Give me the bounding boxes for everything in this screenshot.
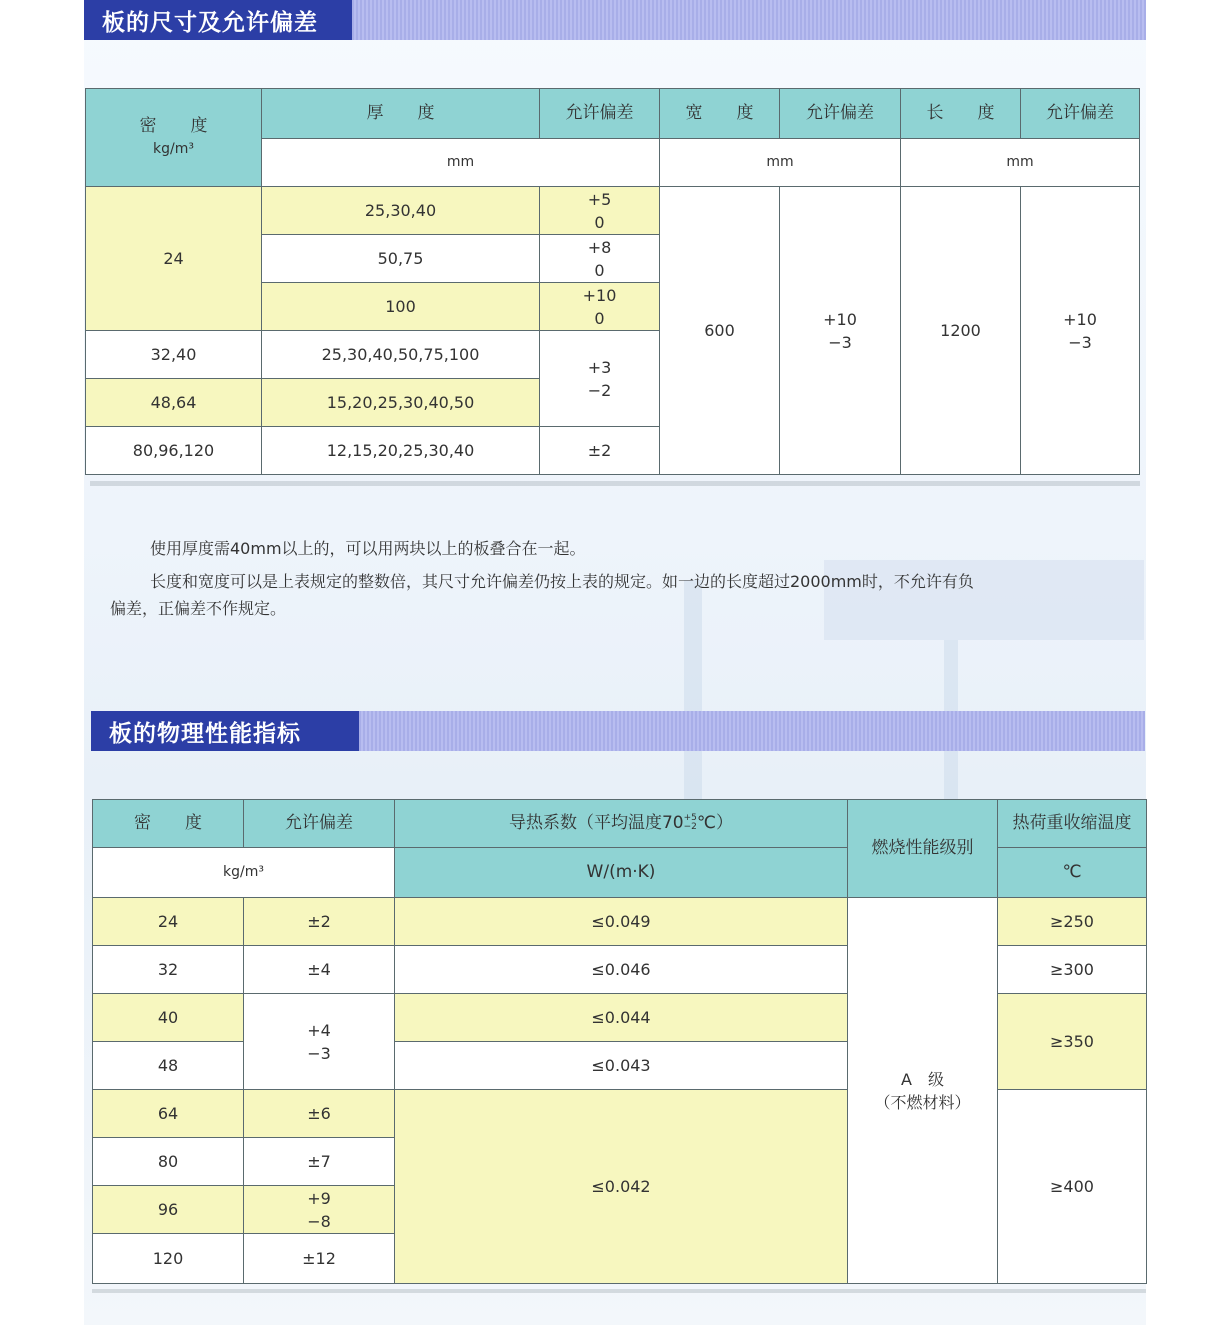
conductivity-label-end: ℃） [696, 813, 733, 833]
section-title-bar [91, 711, 1145, 751]
tolerance-cell [244, 994, 395, 1090]
density-cell: 24 [93, 898, 244, 946]
combustion-header: 燃烧性能级别 [848, 800, 998, 898]
combustion-grade: A 级 [901, 1069, 944, 1089]
shrink-header: 热荷重收缩温度 [998, 800, 1147, 848]
tolerance-minus: 0 [594, 308, 605, 328]
density-cell: 64 [93, 1090, 244, 1138]
length-tolerance [1021, 187, 1140, 475]
thickness-cell: 12,15,20,25,30,40 [262, 427, 540, 475]
tolerance-minus: 0 [594, 260, 605, 280]
section-title: 板的物理性能指标 [91, 711, 359, 751]
density-cell: 40 [93, 994, 244, 1042]
tolerance-minus: −3 [1068, 332, 1092, 352]
density-cell: 48 [93, 1042, 244, 1090]
width-unit: mm [660, 139, 901, 187]
tolerance-plus: +3 [587, 357, 612, 377]
tolerance-cell [244, 1186, 395, 1234]
thickness-cell: 100 [262, 283, 540, 331]
physical-properties-table [92, 799, 1147, 1284]
tolerance-plus: +10 [1063, 309, 1097, 329]
size-tolerance-table [85, 88, 1140, 475]
tolerance-cell: ±7 [244, 1138, 395, 1186]
length-tolerance-header: 允许偏差 [1021, 89, 1140, 139]
tolerance-minus: −3 [828, 332, 852, 352]
tolerance-cell [540, 331, 660, 427]
note-line: 偏差，正偏差不作规定。 [110, 599, 287, 618]
shrink-unit: ℃ [998, 848, 1147, 898]
thickness-header: 厚 度 [262, 89, 540, 139]
combustion-grade-cell [848, 898, 998, 1284]
conductivity-label: 导热系数（平均温度70 [508, 813, 684, 833]
length-unit: mm [901, 139, 1140, 187]
section-title: 板的尺寸及允许偏差 [84, 0, 352, 40]
density-cell: 48,64 [86, 379, 262, 427]
tolerance-cell: ±12 [244, 1234, 395, 1284]
tolerance-cell [540, 283, 660, 331]
tolerance-minus: 0 [594, 212, 605, 232]
density-cell: 80 [93, 1138, 244, 1186]
thickness-cell: 15,20,25,30,40,50 [262, 379, 540, 427]
tolerance-plus: +8 [587, 237, 612, 257]
tolerance-cell [540, 187, 660, 235]
density-cell: 32,40 [86, 331, 262, 379]
tolerance-minus: −3 [307, 1043, 331, 1063]
section-title-bar [84, 0, 1146, 40]
shrink-cell: ≥350 [998, 994, 1147, 1090]
temperature-tolerance [684, 814, 697, 832]
tolerance-cell: ±4 [244, 946, 395, 994]
tolerance-cell: ±2 [244, 898, 395, 946]
combustion-description: （不燃材料） [874, 1092, 971, 1112]
tolerance-cell [540, 235, 660, 283]
density-header: 密 度 [93, 800, 244, 848]
thickness-unit: mm [262, 139, 660, 187]
notes-block [110, 532, 1120, 625]
shrink-cell: ≥300 [998, 946, 1147, 994]
note-line: 长度和宽度可以是上表规定的整数倍，其尺寸允许偏差仍按上表的规定。如一边的长度超过2000mm时，不允许有负 [150, 572, 974, 591]
width-tolerance-header: 允许偏差 [780, 89, 901, 139]
tolerance-header: 允许偏差 [244, 800, 395, 848]
thickness-cell: 25,30,40,50,75,100 [262, 331, 540, 379]
width-header: 宽 度 [660, 89, 780, 139]
thickness-cell: 25,30,40 [262, 187, 540, 235]
conductivity-cell: ≤0.042 [395, 1090, 848, 1284]
length-header: 长 度 [901, 89, 1021, 139]
tolerance-minus: −2 [587, 380, 612, 400]
conductivity-cell: ≤0.046 [395, 946, 848, 994]
tolerance-plus: +5 [587, 189, 612, 209]
tolerance-plus: +4 [307, 1020, 331, 1040]
density-cell: 96 [93, 1186, 244, 1234]
density-cell: 80,96,120 [86, 427, 262, 475]
note-line: 使用厚度需40mm以上的，可以用两块以上的板叠合在一起。 [150, 539, 586, 558]
tolerance-plus: +9 [307, 1188, 331, 1208]
thickness-cell: 50,75 [262, 235, 540, 283]
length-value: 1200 [901, 187, 1021, 475]
width-value: 600 [660, 187, 780, 475]
density-cell: 32 [93, 946, 244, 994]
header-label: 密 度 [139, 115, 208, 136]
section-title-stripe [352, 0, 1146, 40]
shrink-cell: ≥250 [998, 898, 1147, 946]
conductivity-header [395, 800, 848, 848]
table-shadow [92, 1289, 1146, 1293]
density-unit: kg/m³ [93, 848, 395, 898]
tolerance-plus: +10 [823, 309, 857, 329]
conductivity-cell: ≤0.043 [395, 1042, 848, 1090]
width-tolerance [780, 187, 901, 475]
density-cell: 120 [93, 1234, 244, 1284]
conductivity-cell: ≤0.044 [395, 994, 848, 1042]
header-unit: kg/m³ [153, 140, 194, 157]
shrink-cell: ≥400 [998, 1090, 1147, 1284]
section-title-stripe [359, 711, 1145, 751]
density-cell: 24 [86, 187, 262, 331]
tolerance-plus: +10 [582, 285, 617, 305]
tolerance-cell: ±6 [244, 1090, 395, 1138]
density-header [86, 89, 262, 187]
table-shadow [90, 481, 1140, 486]
temperature-tolerance-minus: −2 [683, 822, 697, 832]
conductivity-unit: W/(m·K) [395, 848, 848, 898]
thickness-tolerance-header: 允许偏差 [540, 89, 660, 139]
tolerance-minus: −8 [307, 1211, 331, 1231]
conductivity-cell: ≤0.049 [395, 898, 848, 946]
tolerance-cell: ±2 [540, 427, 660, 475]
temperature-tolerance-plus: +5 [683, 813, 697, 823]
